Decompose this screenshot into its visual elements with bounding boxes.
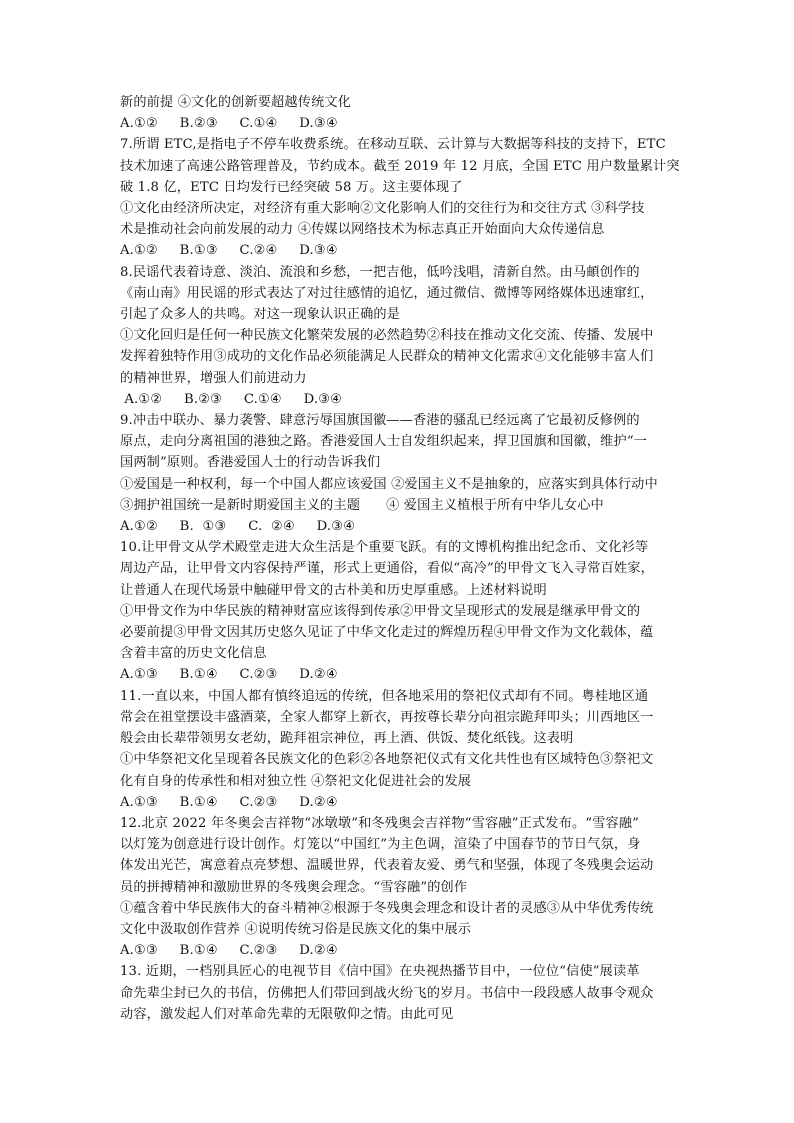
- text-line: ①爱国是一种权利，每一个中国人都应该爱国 ②爱国主义不是抽象的，应落实到具体行动中: [120, 476, 658, 492]
- text-line: ①蕴含着中华民族伟大的奋斗精神②根源于冬残奥会理念和设计者的灵感③从中华优秀传统: [120, 900, 654, 916]
- text-line: 必要前提③甲骨文因其历史悠久见证了中华文化走过的辉煌历程④甲骨文作为文化载体，蕴: [120, 625, 654, 641]
- text-line: 发挥着独特作用③成功的文化作品必须能满足人民群众的精神文化需求④文化能够丰富人们: [120, 349, 654, 365]
- answer-options: A.①② B. ①③ C. ②④ D.③④: [120, 519, 356, 535]
- text-line: ③拥护祖国统一是新时期爱国主义的主题 ④ 爱国主义植根于所有中华儿女心中: [120, 497, 604, 513]
- text-line: 技术加速了高速公路管理普及，节约成本。截至 2019 年 12 月底，全国 ETC 用户数量累计突: [120, 158, 680, 174]
- text-line: 原点，走向分离祖国的港独之路。香港爱国人士自发组织起来，捍卫国旗和国徽，维护“一: [120, 434, 648, 450]
- text-line: 命先辈尘封已久的书信，仿佛把人们带回到战火纷飞的岁月。书信中一段段感人故事令观众: [120, 985, 654, 1001]
- question-9-text: 9.冲击中联办、暴力袭警、肆意污辱国旗国徽——香港的骚乱已经远离了它最初反修例的: [120, 413, 640, 429]
- text-line: 动容，激发起人们对革命先辈的无限敬仰之情。由此可见: [120, 1006, 454, 1022]
- text-line: 的精神世界，增强人们前进动力: [120, 370, 307, 386]
- answer-options: A.①② B.②③ C.①④ D.③④: [120, 116, 338, 132]
- text-line: ①文化由经济所决定，对经济有重大影响②文化影响人们的交往行为和交往方式 ③科学技: [120, 201, 645, 217]
- text-line: 员的拼搏精神和激励世界的冬残奥会理念。“雪容融”的创作: [120, 879, 468, 895]
- question-10-text: 10.让甲骨文从学术殿堂走进大众生活是个重要飞跃。有的文博机构推出纪念币、文化衫等: [120, 540, 649, 556]
- text-line: 含着丰富的历史文化信息: [120, 646, 267, 662]
- text-line: 国两制”原则。香港爱国人士的行动告诉我们: [120, 455, 381, 471]
- text-line: 常会在祖堂摆设丰盛酒菜，全家人都穿上新衣，再按尊长辈分向祖宗跪拜叩头；川西地区一: [120, 709, 654, 725]
- text-line: 以灯笼为创意进行设计创作。灯笼以“中国红”为主色调，渲染了中国春节的节日气氛，身: [120, 837, 641, 853]
- text-line: 术是推动社会向前发展的动力 ④传媒以网络技术为标志真正开始面向大众传递信息: [120, 222, 605, 238]
- answer-options: A.①② B.②③ C.①④ D.③④: [120, 391, 343, 407]
- answer-options: A.①③ B.①④ C.②③ D.②④: [120, 794, 338, 810]
- text-line: 般会由长辈带领男女老幼，跪拜祖宗神位，再上酒、供饭、焚化纸钱。这表明: [120, 731, 574, 747]
- question-13-text: 13. 近期，一档别具匠心的电视节目《信中国》在央视热播节目中，一位位“信使”展读革: [120, 964, 640, 980]
- answer-options: A.①② B.①③ C.②④ D.③④: [120, 243, 338, 259]
- text-line: 《南山南》用民谣的形式表达了对过往感情的追忆，通过微信、微博等网络媒体迅速窜红，: [120, 285, 654, 301]
- text-line: 引起了众多人的共鸣。对这一现象认识正确的是: [120, 307, 401, 323]
- question-8-text: 8.民谣代表着诗意、淡泊、流浪和乡愁，一把吉他，低吟浅唱，清新自然。由马頔创作的: [120, 264, 640, 280]
- text-line: ①中华祭祀文化呈现着各民族文化的色彩②各地祭祀仪式有文化共性也有区域特色③祭祀文: [120, 752, 654, 768]
- question-11-text: 11.一直以来，中国人都有慎终追远的传统，但各地采用的祭祀仪式却有不同。粤桂地区通: [120, 688, 649, 704]
- text-line: 让普通人在现代场景中触碰甲骨文的古朴美和历史厚重感。上述材料说明: [120, 582, 547, 598]
- text-line: 破 1.8 亿，ETC 日均发行已经突破 58 万。这主要体现了: [120, 179, 463, 195]
- exam-page: [120, 92, 680, 1025]
- text-line: 体发出光芒，寓意着点亮梦想、温暖世界，代表着友爱、勇气和坚强，体现了冬残奥会运动: [120, 858, 654, 874]
- answer-options: A.①③ B.①④ C.②③ D.②④: [120, 667, 338, 683]
- text-line: 新的前提 ④文化的创新要超越传统文化: [120, 95, 352, 110]
- text-line: 化有自身的传承性和相对独立性 ④祭祀文化促进社会的发展: [120, 773, 472, 789]
- text-line: ①甲骨文作为中华民族的精神财富应该得到传承②甲骨文呈现形式的发展是继承甲骨文的: [120, 603, 641, 619]
- question-7-text: 7.所谓 ETC,是指电子不停车收费系统。在移动互联、云计算与大数据等科技的支持下，ETC: [120, 137, 666, 153]
- answer-options: A.①③ B.①④ C.②③ D.②④: [120, 943, 338, 959]
- question-12-text: 12.北京 2022 年冬奥会吉祥物“冰墩墩”和冬残奥会吉祥物“雪容融”正式发布。“雪容融”: [120, 815, 640, 831]
- text-line: 周边产品，让甲骨文内容保持严谨，形式上更通俗，看似“高冷”的甲骨文飞入寻常百姓家，: [120, 561, 654, 577]
- text-line: 文化中汲取创作营养 ④说明传统习俗是民族文化的集中展示: [120, 921, 472, 937]
- text-line: ①文化回归是任何一种民族文化繁荣发展的必然趋势②科技在推动文化交流、传播、发展中: [120, 328, 654, 344]
